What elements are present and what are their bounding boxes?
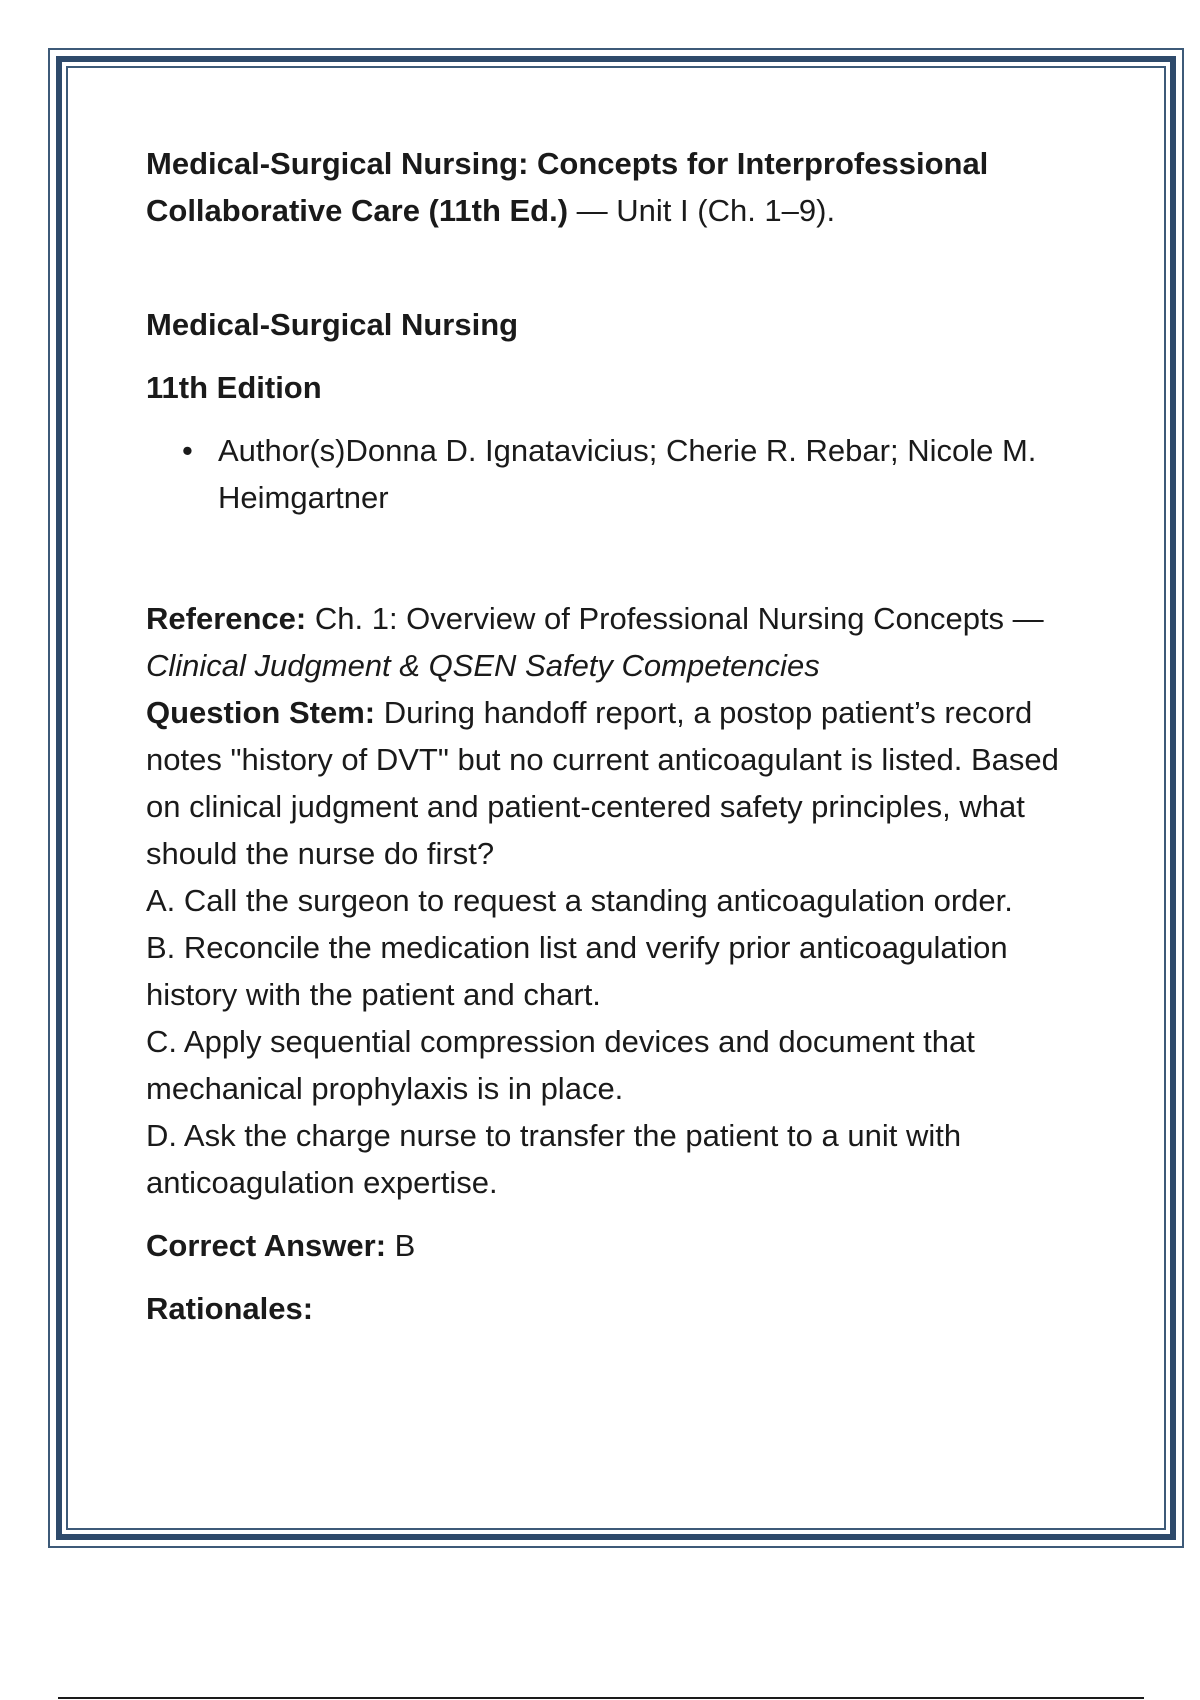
answer-option-a: A. Call the surgeon to request a standing anticoagulation order. bbox=[146, 883, 1013, 918]
author-list bbox=[146, 427, 1086, 521]
question-stem-text: During handoff report, a postop patient’s record notes "history of DVT" but no current anticoagulant is listed. Based on clinical judgment and patient-centered safety principles, what should the nurse do first? bbox=[146, 695, 1059, 871]
document-title-bold: Medical-Surgical Nursing: Concepts for Interprofessional Collaborative Care (11th Ed.) bbox=[146, 146, 989, 228]
reference-topic: Clinical Judgment & QSEN Safety Competencies bbox=[146, 648, 820, 683]
document-body bbox=[146, 140, 1086, 1332]
book-title: Medical-Surgical Nursing bbox=[146, 307, 519, 342]
correct-answer-label: Correct Answer: bbox=[146, 1228, 387, 1263]
correct-answer bbox=[146, 1222, 1086, 1269]
reference-line bbox=[146, 595, 1086, 689]
book-edition: 11th Edition bbox=[146, 370, 322, 405]
reference-text: Ch. 1: Overview of Professional Nursing Concepts — bbox=[306, 601, 1044, 636]
author-names: Author(s)Donna D. Ignatavicius; Cherie R. Rebar; Nicole M. Heimgartner bbox=[218, 433, 1037, 515]
correct-answer-value: B bbox=[386, 1228, 416, 1263]
answer-option-c: C. Apply sequential compression devices and document that mechanical prophylaxis is in place. bbox=[146, 1024, 975, 1106]
reference-label: Reference: bbox=[146, 601, 307, 636]
page-footer-rule bbox=[58, 1697, 1144, 1699]
document-title-unit: — Unit I (Ch. 1–9). bbox=[568, 193, 836, 228]
bullet-icon: • bbox=[182, 433, 193, 468]
answer-option-b: B. Reconcile the medication list and verify prior anticoagulation history with the patient and chart. bbox=[146, 930, 1008, 1012]
answer-option-d: D. Ask the charge nurse to transfer the patient to a unit with anticoagulation expertise. bbox=[146, 1118, 962, 1200]
rationales-heading: Rationales: bbox=[146, 1291, 314, 1326]
author-list-item bbox=[146, 427, 1086, 521]
document-title bbox=[146, 140, 1086, 234]
question-stem-label: Question Stem: bbox=[146, 695, 376, 730]
question-stem bbox=[146, 689, 1086, 877]
